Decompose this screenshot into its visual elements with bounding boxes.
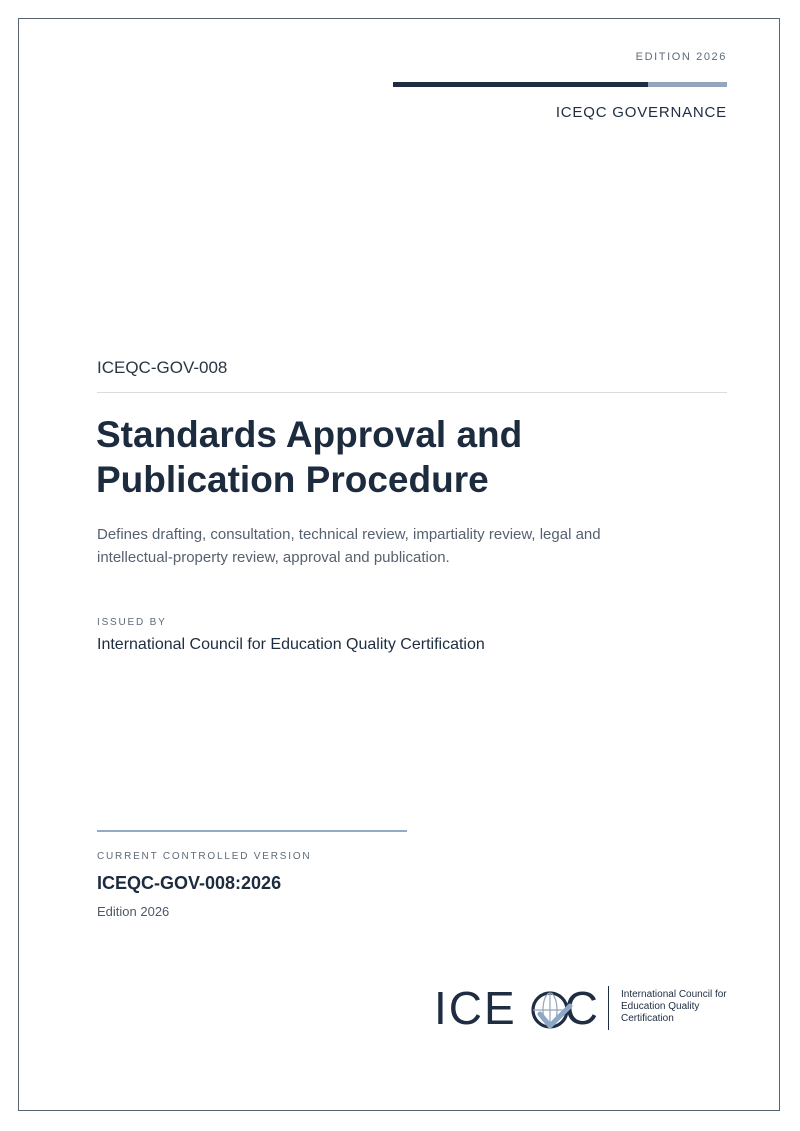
version-code: ICEQC-GOV-008:2026 (97, 873, 282, 893)
version-edition: Edition 2026 (97, 904, 170, 919)
document-title (96, 412, 716, 502)
title-line: Publication Procedure (96, 459, 489, 500)
accent-bar-light (648, 82, 727, 87)
logo-wordmark-right: C (564, 982, 600, 1034)
summary-line: intellectual-property review, approval and publication. (97, 549, 450, 566)
accent-bar-dark (393, 82, 648, 87)
document-summary (97, 523, 697, 569)
version-label: CURRENT CONTROLLED VERSION (97, 851, 312, 862)
logo-tagline-line: Certification (621, 1013, 674, 1024)
series-label: ICEQC GOVERNANCE (555, 104, 727, 121)
globe-check-icon (528, 988, 576, 1032)
issued-by-label: ISSUED BY (97, 617, 167, 628)
divider (97, 392, 727, 393)
logo-wordmark-left: ICE (434, 982, 517, 1034)
summary-line: Defines drafting, consultation, technical review, impartiality review, legal and (97, 526, 601, 543)
title-line: Standards Approval and (96, 414, 523, 455)
logo-divider (608, 986, 609, 1030)
accent-bar (393, 82, 727, 87)
version-divider (97, 830, 407, 832)
document-id: ICEQC-GOV-008 (97, 358, 228, 377)
issuer-name: International Council for Education Quality Certification (97, 636, 485, 653)
logo-tagline-line: Education Quality (621, 1001, 700, 1012)
logo-tagline (621, 989, 741, 1025)
logo-tagline-line: International Council for (621, 989, 727, 1000)
iceqc-logo (434, 984, 734, 1032)
edition-header: EDITION 2026 (635, 51, 727, 63)
